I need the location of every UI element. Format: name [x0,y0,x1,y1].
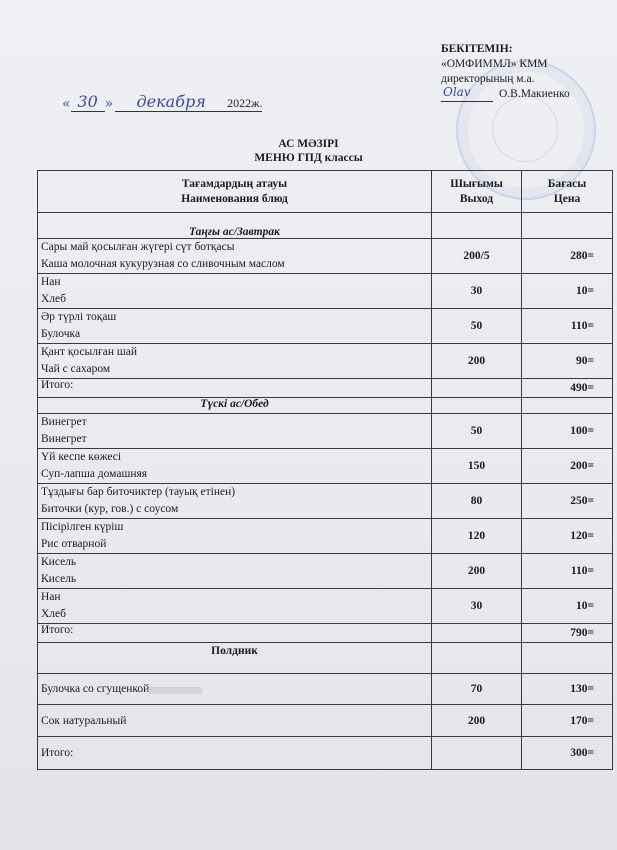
approval-title: БЕКІТЕМІН: [441,43,513,55]
dish-price: 200= [522,449,613,484]
dish-yield: 200 [432,344,522,379]
table-row [38,274,613,309]
table-row [38,414,613,449]
signature [441,85,493,102]
total-value: 790= [522,624,613,643]
dish-yield: 50 [432,309,522,344]
dish-price: 250= [522,484,613,519]
dish-name-kz: Нан [41,591,61,603]
section-title: Түскі ас/Обед [38,398,432,414]
dish-name-kz: Тұздығы бар биточиктер (тауық етінен) [41,486,236,498]
table-row [38,344,613,379]
dish-price: 10= [522,589,613,624]
dish-yield: 30 [432,589,522,624]
total-row [38,737,613,770]
signer-name: О.В.Макиенко [499,88,570,100]
dish-yield: 30 [432,274,522,309]
table-row [38,239,613,274]
dish-name-ru: Хлеб [41,293,66,305]
section-row-breakfast [38,213,613,239]
dish-name: Булочка со сгущенкой [38,674,432,705]
dish-name [38,519,432,554]
table-row [38,554,613,589]
date-day: 30 [71,92,105,112]
signature-scribble: Olav [443,85,471,99]
header-yield-kz: Шығымы [450,177,503,190]
dish-name [38,309,432,344]
dish-price: 100= [522,414,613,449]
header-price-ru: Цена [553,192,581,205]
dish-price: 280= [522,239,613,274]
menu-title-ru: МЕНЮ ГПД классы [254,152,363,164]
date-line [62,92,262,112]
dish-name: Сок натуральный [38,705,432,737]
dish-name-ru: Булочка [41,328,81,340]
dish-name-ru: Винегрет [41,433,87,445]
dish-name [38,239,432,274]
header-name [38,171,432,213]
total-label: Итого: [38,379,432,398]
dish-name [38,344,432,379]
dish-yield: 80 [432,484,522,519]
dish-name [38,554,432,589]
dish-name [38,484,432,519]
dish-price: 130= [522,674,613,705]
dish-name-ru: Каша молочная кукурузная со сливочным маслом [41,258,285,270]
section-row-lunch [38,398,613,414]
approval-org: «ОМФИММЛ» КММ [441,58,548,70]
dish-name-ru: Биточки (кур, гов.) с соусом [41,503,179,515]
dish-price: 110= [522,309,613,344]
dish-price: 120= [522,519,613,554]
menu-title-kz: АС МӘЗІРІ [278,138,339,150]
table-header-row [38,171,613,213]
total-label: Итого: [38,624,432,643]
dish-yield: 50 [432,414,522,449]
total-label: Итого: [38,737,432,770]
dish-yield: 150 [432,449,522,484]
header-name-ru: Наименования блюд [181,192,288,205]
approval-position: директорының м.а. [441,73,535,85]
dish-name-kz: Сары май қосылған жүгері сүт ботқасы [41,241,235,253]
date-year: 2022ж. [227,96,263,110]
table-row [38,589,613,624]
header-price [522,171,613,213]
dish-name-kz: Винегрет [41,416,87,428]
table-row [38,674,613,705]
section-row-snack [38,643,613,674]
signature-line [441,87,570,102]
table-row [38,484,613,519]
total-value: 490= [522,379,613,398]
dish-name-kz: Әр түрлі тоқаш [41,311,117,323]
dish-price: 10= [522,274,613,309]
table-row [38,309,613,344]
dish-name [38,589,432,624]
dish-name-ru: Хлеб [41,608,66,620]
dish-price: 90= [522,344,613,379]
total-value: 300= [522,737,613,770]
table-row [38,705,613,737]
dish-price: 110= [522,554,613,589]
dish-name-ru: Рис отварной [41,538,107,550]
dish-name-kz: Қант қосылған шай [41,346,137,358]
dish-name-kz: Нан [41,276,61,288]
date-close-quote: » [104,96,114,112]
total-row [38,379,613,398]
table-row [38,449,613,484]
header-yield-ru: Выход [459,192,494,205]
dish-name-kz: Үй кеспе көжесі [41,451,122,463]
date-open-quote: « [62,96,71,112]
dish-yield: 120 [432,519,522,554]
header-yield [432,171,522,213]
header-name-kz: Тағамдардың атауы [181,177,288,190]
section-title: Полдник [38,643,432,674]
dish-name-kz: Кисель [41,556,77,568]
dish-name [38,449,432,484]
dish-name-kz: Пісірілген күріш [41,521,124,533]
dish-name-ru: Чай с сахаром [41,363,111,375]
dish-yield: 200 [432,705,522,737]
dish-price: 170= [522,705,613,737]
table-row [38,519,613,554]
dish-name-ru: Кисель [41,573,77,585]
dish-yield: 200 [432,554,522,589]
ink-smudge [147,687,203,694]
approval-block [441,42,570,102]
total-row [38,624,613,643]
dish-yield: 200/5 [432,239,522,274]
dish-name [38,414,432,449]
date-month: декабря [115,92,227,112]
dish-name-ru: Суп-лапша домашняя [41,468,148,480]
dish-name [38,274,432,309]
section-title: Таңғы ас/Завтрак [38,213,432,239]
header-price-kz: Бағасы [547,177,587,190]
dish-yield: 70 [432,674,522,705]
menu-table [37,170,613,770]
